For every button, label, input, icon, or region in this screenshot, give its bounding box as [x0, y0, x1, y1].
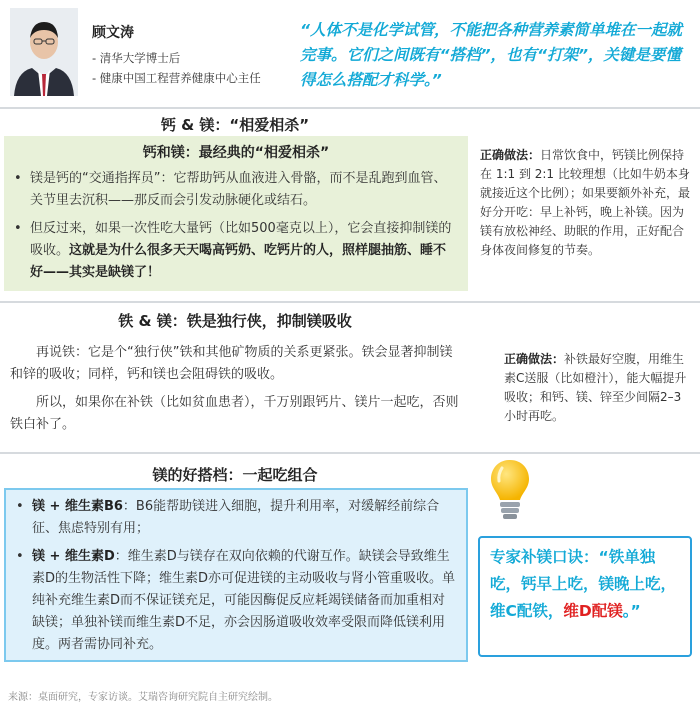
tip-end: 。” [622, 602, 641, 620]
tip-text: 专家补镁口诀：“铁单独吃，钙早上吃，镁晚上吃，维C配铁， [490, 548, 677, 620]
bullet-dot: • [16, 499, 24, 514]
divider [0, 452, 700, 454]
section2-para-1: 再说铁：它是个“独行侠”铁和其他矿物质的关系更紧张。铁会显著抑制镁和锌的吸收；同样，钙和镁也会阻碍铁的吸收。 [10, 345, 453, 382]
tip-highlight: 维D配镁 [563, 602, 623, 620]
bullet-dot: • [16, 549, 24, 564]
section3-bullet-1: • 镁 + 维生素B6：B6能帮助镁进入细胞，提升利用率，对缓解经前综合征、焦虑特别有用； [6, 496, 466, 540]
author-title-2: - 健康中国工程营养健康中心主任 [92, 71, 261, 85]
section1-title: 钙 & 镁：“相爱相杀” [160, 116, 310, 134]
section3-box [4, 488, 468, 662]
divider [0, 107, 700, 109]
section1-subtitle: 钙和镁：最经典的“相爱相杀” [142, 145, 330, 161]
expert-quote: “人体不是化学试管，不能把各种营养素简单堆在一起就完事。它们之间既有“搭档”，也有“打架”，关键是要懂得怎么搭配才科学。” [300, 21, 682, 89]
expert-tip-box [478, 536, 692, 657]
lightbulb-icon [488, 458, 532, 524]
section3-bullet-2: • 镁 + 维生素D：维生素D与镁存在双向依赖的代谢互作。缺镁会导致维生素D的生物活性下降；维生素D亦可促进镁的主动吸收与肾小管重吸收。单纯补充维生素D而不保证镁充足，可能因酶促反应耗竭镁储备而加重相对缺镁；单独补镁而维生素D不足，亦会因肠道吸收效率受限而降低镁利用度。两者需协同补充。 [6, 546, 466, 656]
bullet-dot: • [14, 221, 22, 236]
section3-title: 镁的好搭档：一起吃组合 [152, 466, 318, 484]
section2-title: 铁 & 镁：铁是独行侠，抑制镁吸收 [118, 312, 352, 330]
author-name: 顾文涛 [92, 25, 134, 41]
author-photo [10, 8, 78, 96]
section1-box [4, 136, 468, 291]
section1-bullet-2: • 但反过来，如果一次性吃大量钙（比如500毫克以上），它会直接抑制镁的吸收。这就是为什么很多天天喝高钙奶、吃钙片的人，照样腿抽筋、睡不好——其实是缺镁了！ [4, 218, 468, 284]
section2-method: 正确做法：补铁最好空腹，用维生素C送服（比如橙汁），能大幅提升吸收；和钙、镁、锌至少间隔2–3小时再吃。 [504, 352, 687, 423]
method-label: 正确做法： [504, 352, 565, 366]
section2-box [4, 342, 468, 442]
section1-method: 正确做法：日常饮食中，钙镁比例保持在 1:1 到 2:1 比较理想（比如牛奶本身就接近这个比例）；如果要额外补充，最好分开吃：早上补钙，晚上补镁。因为镁有放松神经、助眠的作用，正好配合身体夜间修复的节奏。 [480, 148, 691, 257]
method-label: 正确做法： [480, 148, 541, 162]
source-note: 来源：桌面研究，专家访谈。艾瑞咨询研究院自主研究绘制。 [8, 692, 278, 703]
section1-bullet-1: • 镁是钙的“交通指挥员”：它帮助钙从血液进入骨骼，而不是乱跑到血管、关节里去沉积——那反而会引发动脉硬化或结石。 [4, 168, 468, 212]
section2-para-2: 所以，如果你在补铁（比如贫血患者），千万别跟钙片、镁片一起吃，否则铁白补了。 [10, 395, 459, 432]
author-title-1: - 清华大学博士后 [92, 51, 181, 65]
author-info [92, 22, 261, 88]
bullet-dot: • [14, 171, 22, 186]
divider [0, 301, 700, 303]
